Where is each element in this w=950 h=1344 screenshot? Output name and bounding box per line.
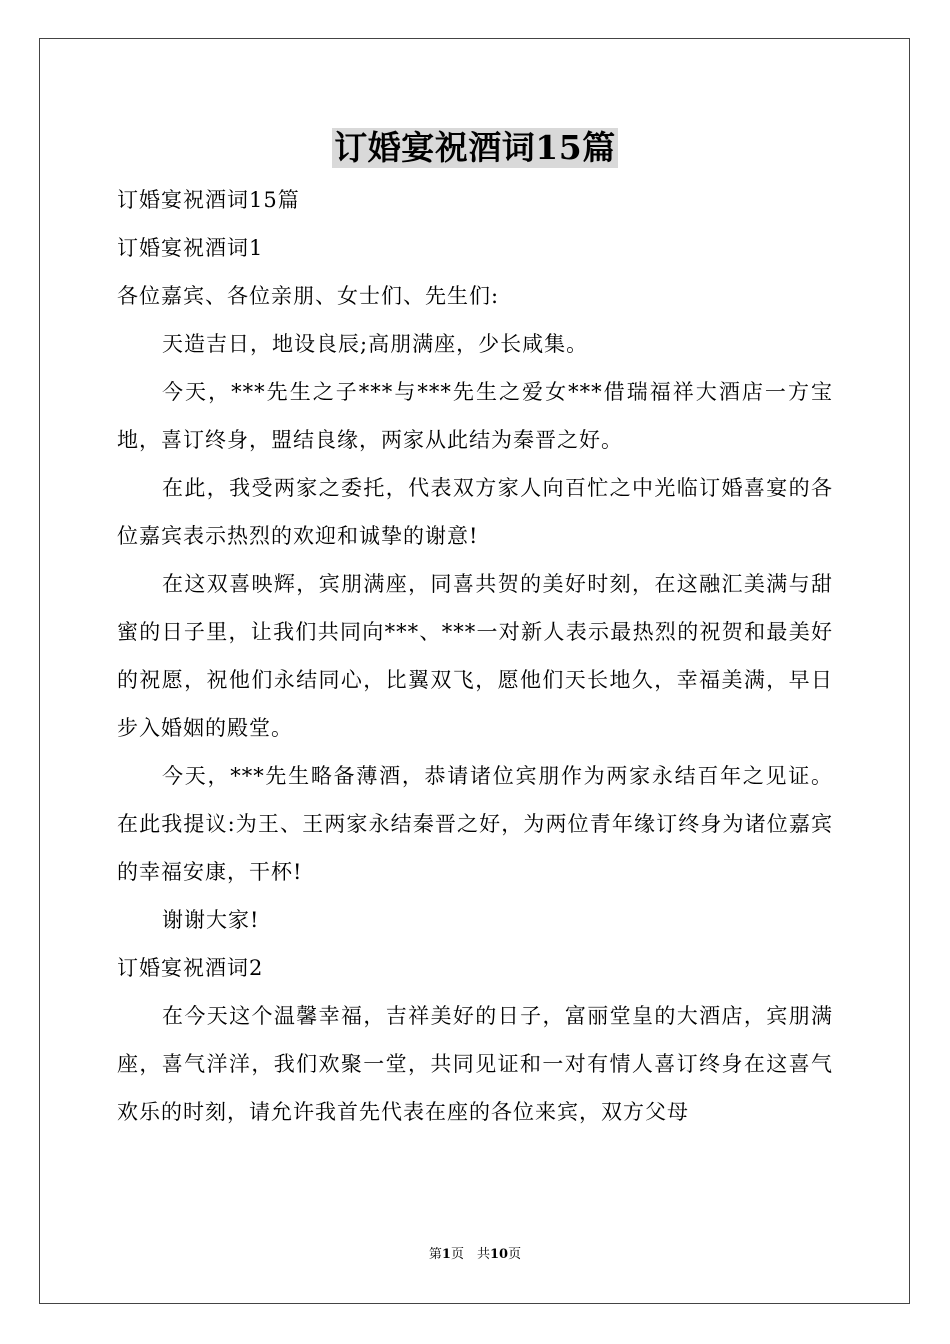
footer-page-mid: 页 共	[450, 1247, 490, 1262]
body-paragraph: 在今天这个温馨幸福，吉祥美好的日子，富丽堂皇的大酒店，宾朋满座，喜气洋洋，我们欢聚一堂，共同见证和一对有情人喜订终身在这喜气欢乐的时刻，请允许我首先代表在座的各位来宾，双方父母	[117, 1004, 833, 1124]
body-paragraph: 今天，***先生略备薄酒，恭请诸位宾朋作为两家永结百年之见证。在此我提议:为王、王两家永结秦晋之好，为两位青年缘订终身为诸位嘉宾的幸福安康，干杯!	[117, 764, 833, 884]
title-container	[0, 128, 950, 168]
document-body	[117, 176, 833, 1136]
body-paragraph: 订婚宴祝酒词1	[117, 236, 264, 260]
body-paragraph: 天造吉日，地设良辰;高朋满座，少长咸集。	[162, 332, 589, 356]
body-paragraph: 各位嘉宾、各位亲朋、女士们、先生们:	[117, 284, 500, 308]
body-paragraph: 今天，***先生之子***与***先生之爱女***借瑞福祥大酒店一方宝地，喜订终身，盟结良缘，两家从此结为秦晋之好。	[117, 380, 833, 452]
document-title: 订婚宴祝酒词15篇	[334, 128, 616, 167]
footer-page-prefix: 第	[428, 1247, 442, 1262]
footer-page-total: 10	[489, 1247, 509, 1262]
footer-page-current: 1	[441, 1247, 451, 1262]
body-paragraph: 订婚宴祝酒词2	[117, 956, 264, 980]
body-paragraph: 在这双喜映辉，宾朋满座，同喜共贺的美好时刻，在这融汇美满与甜蜜的日子里，让我们共同向***、***一对新人表示最热烈的祝贺和最美好的祝愿，祝他们永结同心，比翼双飞，愿他们天长地久，幸福美满，早日步入婚姻的殿堂。	[117, 572, 833, 740]
footer-page-suffix: 页	[508, 1247, 522, 1262]
body-paragraph: 在此，我受两家之委托，代表双方家人向百忙之中光临订婚喜宴的各位嘉宾表示热烈的欢迎和诚挚的谢意!	[117, 476, 833, 548]
body-paragraph: 订婚宴祝酒词15篇	[117, 188, 300, 212]
body-paragraph: 谢谢大家!	[162, 908, 260, 932]
page-footer	[0, 1246, 950, 1264]
